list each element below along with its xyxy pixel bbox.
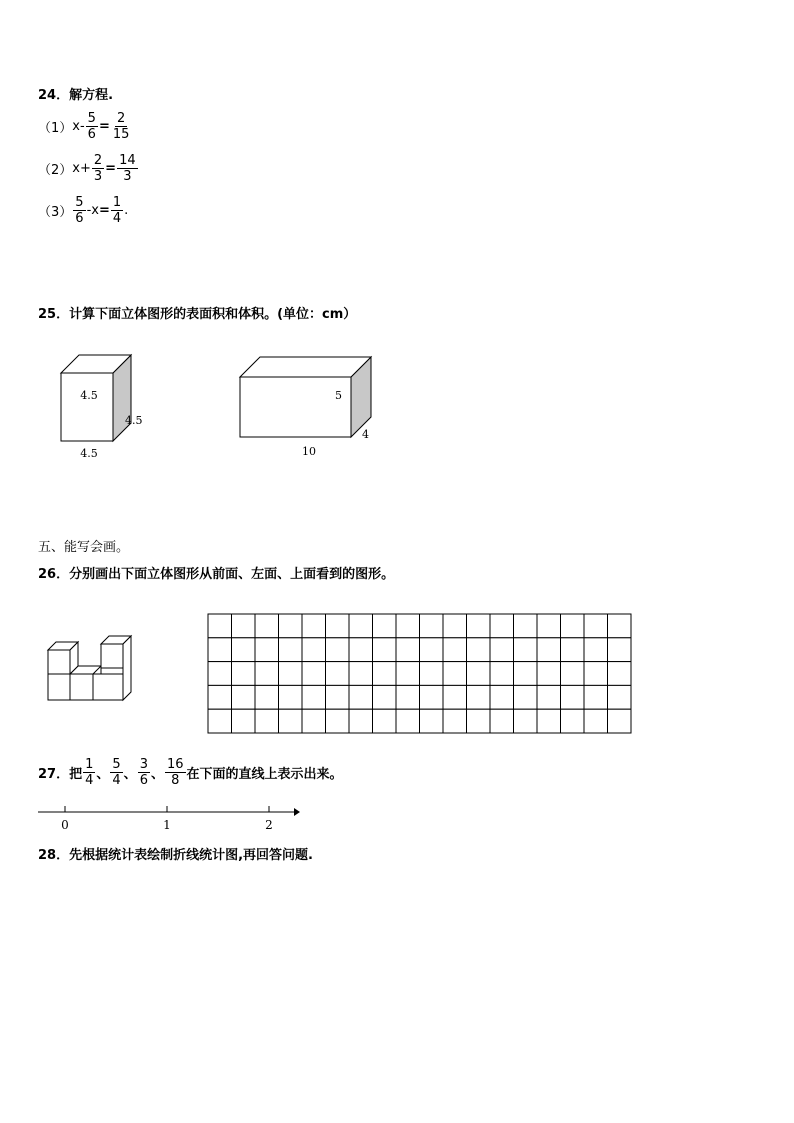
grid-cell[interactable] xyxy=(349,662,373,686)
grid-cell[interactable] xyxy=(420,709,444,733)
grid-cell[interactable] xyxy=(420,638,444,662)
grid-cell[interactable] xyxy=(349,614,373,638)
q26-block-figure xyxy=(40,630,140,710)
grid-cell[interactable] xyxy=(467,638,491,662)
grid-cell[interactable] xyxy=(537,685,561,709)
eq3-frac-2: $\frac{1}{4}$ xyxy=(112,195,122,226)
grid-cell[interactable] xyxy=(302,685,326,709)
eq1-frac-2: $\frac{2}{15}$ xyxy=(112,111,130,142)
q27-sep-2: 、 xyxy=(123,767,137,782)
grid-cell[interactable] xyxy=(302,638,326,662)
q27-sep-1: 、 xyxy=(96,767,110,782)
grid-cell[interactable] xyxy=(232,709,256,733)
grid-cell[interactable] xyxy=(514,709,538,733)
grid-cell[interactable] xyxy=(208,709,232,733)
grid-cell[interactable] xyxy=(537,709,561,733)
grid-cell[interactable] xyxy=(467,662,491,686)
grid-cell[interactable] xyxy=(232,662,256,686)
grid-cell[interactable] xyxy=(584,614,608,638)
grid-cell[interactable] xyxy=(584,685,608,709)
grid-cell[interactable] xyxy=(467,685,491,709)
grid-cell[interactable] xyxy=(514,614,538,638)
grid-cell[interactable] xyxy=(561,614,585,638)
q26-title: 26．分别画出下面立体图形从前面、左面、上面看到的图形。 xyxy=(38,567,395,582)
q27-suffix: 在下面的直线上表示出来。 xyxy=(186,767,343,782)
grid-cell[interactable] xyxy=(561,685,585,709)
q27-prefix: 27．把 xyxy=(38,767,83,782)
q24-equation-1 xyxy=(38,111,132,142)
grid-cell[interactable] xyxy=(396,685,420,709)
grid-cell[interactable] xyxy=(490,685,514,709)
eq2-equals: = xyxy=(105,161,117,176)
grid-cell[interactable] xyxy=(302,614,326,638)
grid-cell[interactable] xyxy=(279,685,303,709)
q24-equation-3 xyxy=(38,195,128,226)
grid-cell[interactable] xyxy=(584,709,608,733)
q24-title: 24．解方程. xyxy=(38,88,114,103)
eq2-lhs: x+ xyxy=(72,161,91,176)
grid-cell[interactable] xyxy=(349,638,373,662)
eq2-label: （2） xyxy=(38,163,73,178)
grid-cell[interactable] xyxy=(208,638,232,662)
grid-cell[interactable] xyxy=(608,614,632,638)
grid-cell[interactable] xyxy=(584,638,608,662)
grid-cell[interactable] xyxy=(490,709,514,733)
eq3-frac-1: $\frac{5}{6}$ xyxy=(75,195,84,226)
grid-cell[interactable] xyxy=(326,709,350,733)
grid-cell[interactable] xyxy=(561,662,585,686)
eq3-mid: -x xyxy=(86,203,99,218)
grid-cell[interactable] xyxy=(373,685,397,709)
grid-cell[interactable] xyxy=(561,638,585,662)
grid-cell[interactable] xyxy=(608,709,632,733)
grid-cell[interactable] xyxy=(326,614,350,638)
grid-cell[interactable] xyxy=(208,685,232,709)
q27-line xyxy=(38,757,343,788)
grid-cell[interactable] xyxy=(326,662,350,686)
grid-cell[interactable] xyxy=(232,638,256,662)
cube-bottom-label: 4.5 xyxy=(80,447,98,460)
eq3-label: （3） xyxy=(38,205,73,220)
grid-cell[interactable] xyxy=(279,709,303,733)
eq2-frac-1: $\frac{2}{3}$ xyxy=(93,153,103,184)
grid-cell[interactable] xyxy=(326,685,350,709)
grid-cell[interactable] xyxy=(255,614,279,638)
grid-cell[interactable] xyxy=(373,614,397,638)
grid-cell[interactable] xyxy=(537,638,561,662)
grid-cell[interactable] xyxy=(302,709,326,733)
grid-cell[interactable] xyxy=(349,685,373,709)
grid-cell[interactable] xyxy=(208,614,232,638)
grid-cell[interactable] xyxy=(490,662,514,686)
grid-cell[interactable] xyxy=(514,662,538,686)
q28-title: 28．先根据统计表绘制折线统计图,再回答问题. xyxy=(38,848,313,863)
grid-cell[interactable] xyxy=(255,638,279,662)
grid-cell[interactable] xyxy=(584,662,608,686)
grid-cell[interactable] xyxy=(396,614,420,638)
eq3-end: . xyxy=(124,203,129,218)
grid-cell[interactable] xyxy=(420,662,444,686)
grid-cell[interactable] xyxy=(396,638,420,662)
grid-cell[interactable] xyxy=(608,638,632,662)
q27-frac-4: $\frac{16}{8}$ xyxy=(166,757,184,788)
grid-cell[interactable] xyxy=(443,614,467,638)
grid-cell[interactable] xyxy=(443,685,467,709)
grid-cell[interactable] xyxy=(490,638,514,662)
q27-frac-2: $\frac{5}{4}$ xyxy=(112,757,121,788)
section-5-title: 五、能写会画。 xyxy=(38,540,130,555)
grid-cell[interactable] xyxy=(490,614,514,638)
grid-cell[interactable] xyxy=(514,638,538,662)
q25-figures xyxy=(0,340,420,470)
box-depth-label: 4 xyxy=(362,428,369,441)
q27-number-line xyxy=(38,800,308,836)
q27-frac-1: $\frac{1}{4}$ xyxy=(85,757,94,788)
box-height-label: 5 xyxy=(335,389,342,402)
grid-cell[interactable] xyxy=(232,614,256,638)
box-length-label: 10 xyxy=(302,445,316,458)
grid-cell[interactable] xyxy=(208,662,232,686)
grid-cell[interactable] xyxy=(443,709,467,733)
eq1-frac-1: $\frac{5}{6}$ xyxy=(87,111,96,142)
grid-cell[interactable] xyxy=(608,685,632,709)
q27-sep-3: 、 xyxy=(150,767,164,782)
grid-cell[interactable] xyxy=(420,685,444,709)
grid-cell[interactable] xyxy=(279,662,303,686)
tick-label-1: 1 xyxy=(163,818,171,832)
grid-cell[interactable] xyxy=(255,709,279,733)
grid-cell[interactable] xyxy=(443,662,467,686)
grid-cell[interactable] xyxy=(373,662,397,686)
q24-equation-2 xyxy=(38,153,139,184)
grid-cell[interactable] xyxy=(537,662,561,686)
grid-cell[interactable] xyxy=(514,685,538,709)
grid-cell[interactable] xyxy=(443,638,467,662)
grid-cell[interactable] xyxy=(232,685,256,709)
eq1-lhs: x- xyxy=(72,119,85,134)
grid-cell[interactable] xyxy=(537,614,561,638)
grid-cell[interactable] xyxy=(255,685,279,709)
cube-figure xyxy=(61,355,143,460)
grid-cell[interactable] xyxy=(467,614,491,638)
eq3-equals: = xyxy=(98,203,110,218)
grid-cell[interactable] xyxy=(373,709,397,733)
cube-side-label: 4.5 xyxy=(125,414,143,427)
grid-cell[interactable] xyxy=(302,662,326,686)
grid-cell[interactable] xyxy=(396,662,420,686)
q25-title: 25．计算下面立体图形的表面积和体积。(单位：cm） xyxy=(38,307,357,322)
grid-cell[interactable] xyxy=(420,614,444,638)
q27-frac-3: $\frac{3}{6}$ xyxy=(139,757,148,788)
grid-cell[interactable] xyxy=(608,662,632,686)
grid-cell[interactable] xyxy=(279,614,303,638)
grid-cell[interactable] xyxy=(373,638,397,662)
tick-label-2: 2 xyxy=(265,818,273,832)
grid-cell[interactable] xyxy=(349,709,373,733)
tick-label-0: 0 xyxy=(61,818,69,832)
cube-front-label: 4.5 xyxy=(80,389,98,402)
grid-cell[interactable] xyxy=(561,709,585,733)
eq1-label: （1） xyxy=(38,121,73,136)
eq2-frac-2: $\frac{14}{3}$ xyxy=(119,153,136,184)
q26-answer-grid xyxy=(207,613,635,735)
grid-cell[interactable] xyxy=(467,709,491,733)
grid-cell[interactable] xyxy=(279,638,303,662)
grid-cell[interactable] xyxy=(326,638,350,662)
grid-cell[interactable] xyxy=(255,662,279,686)
box-figure xyxy=(240,357,371,458)
grid-cell[interactable] xyxy=(396,709,420,733)
eq1-equals: = xyxy=(98,119,110,134)
